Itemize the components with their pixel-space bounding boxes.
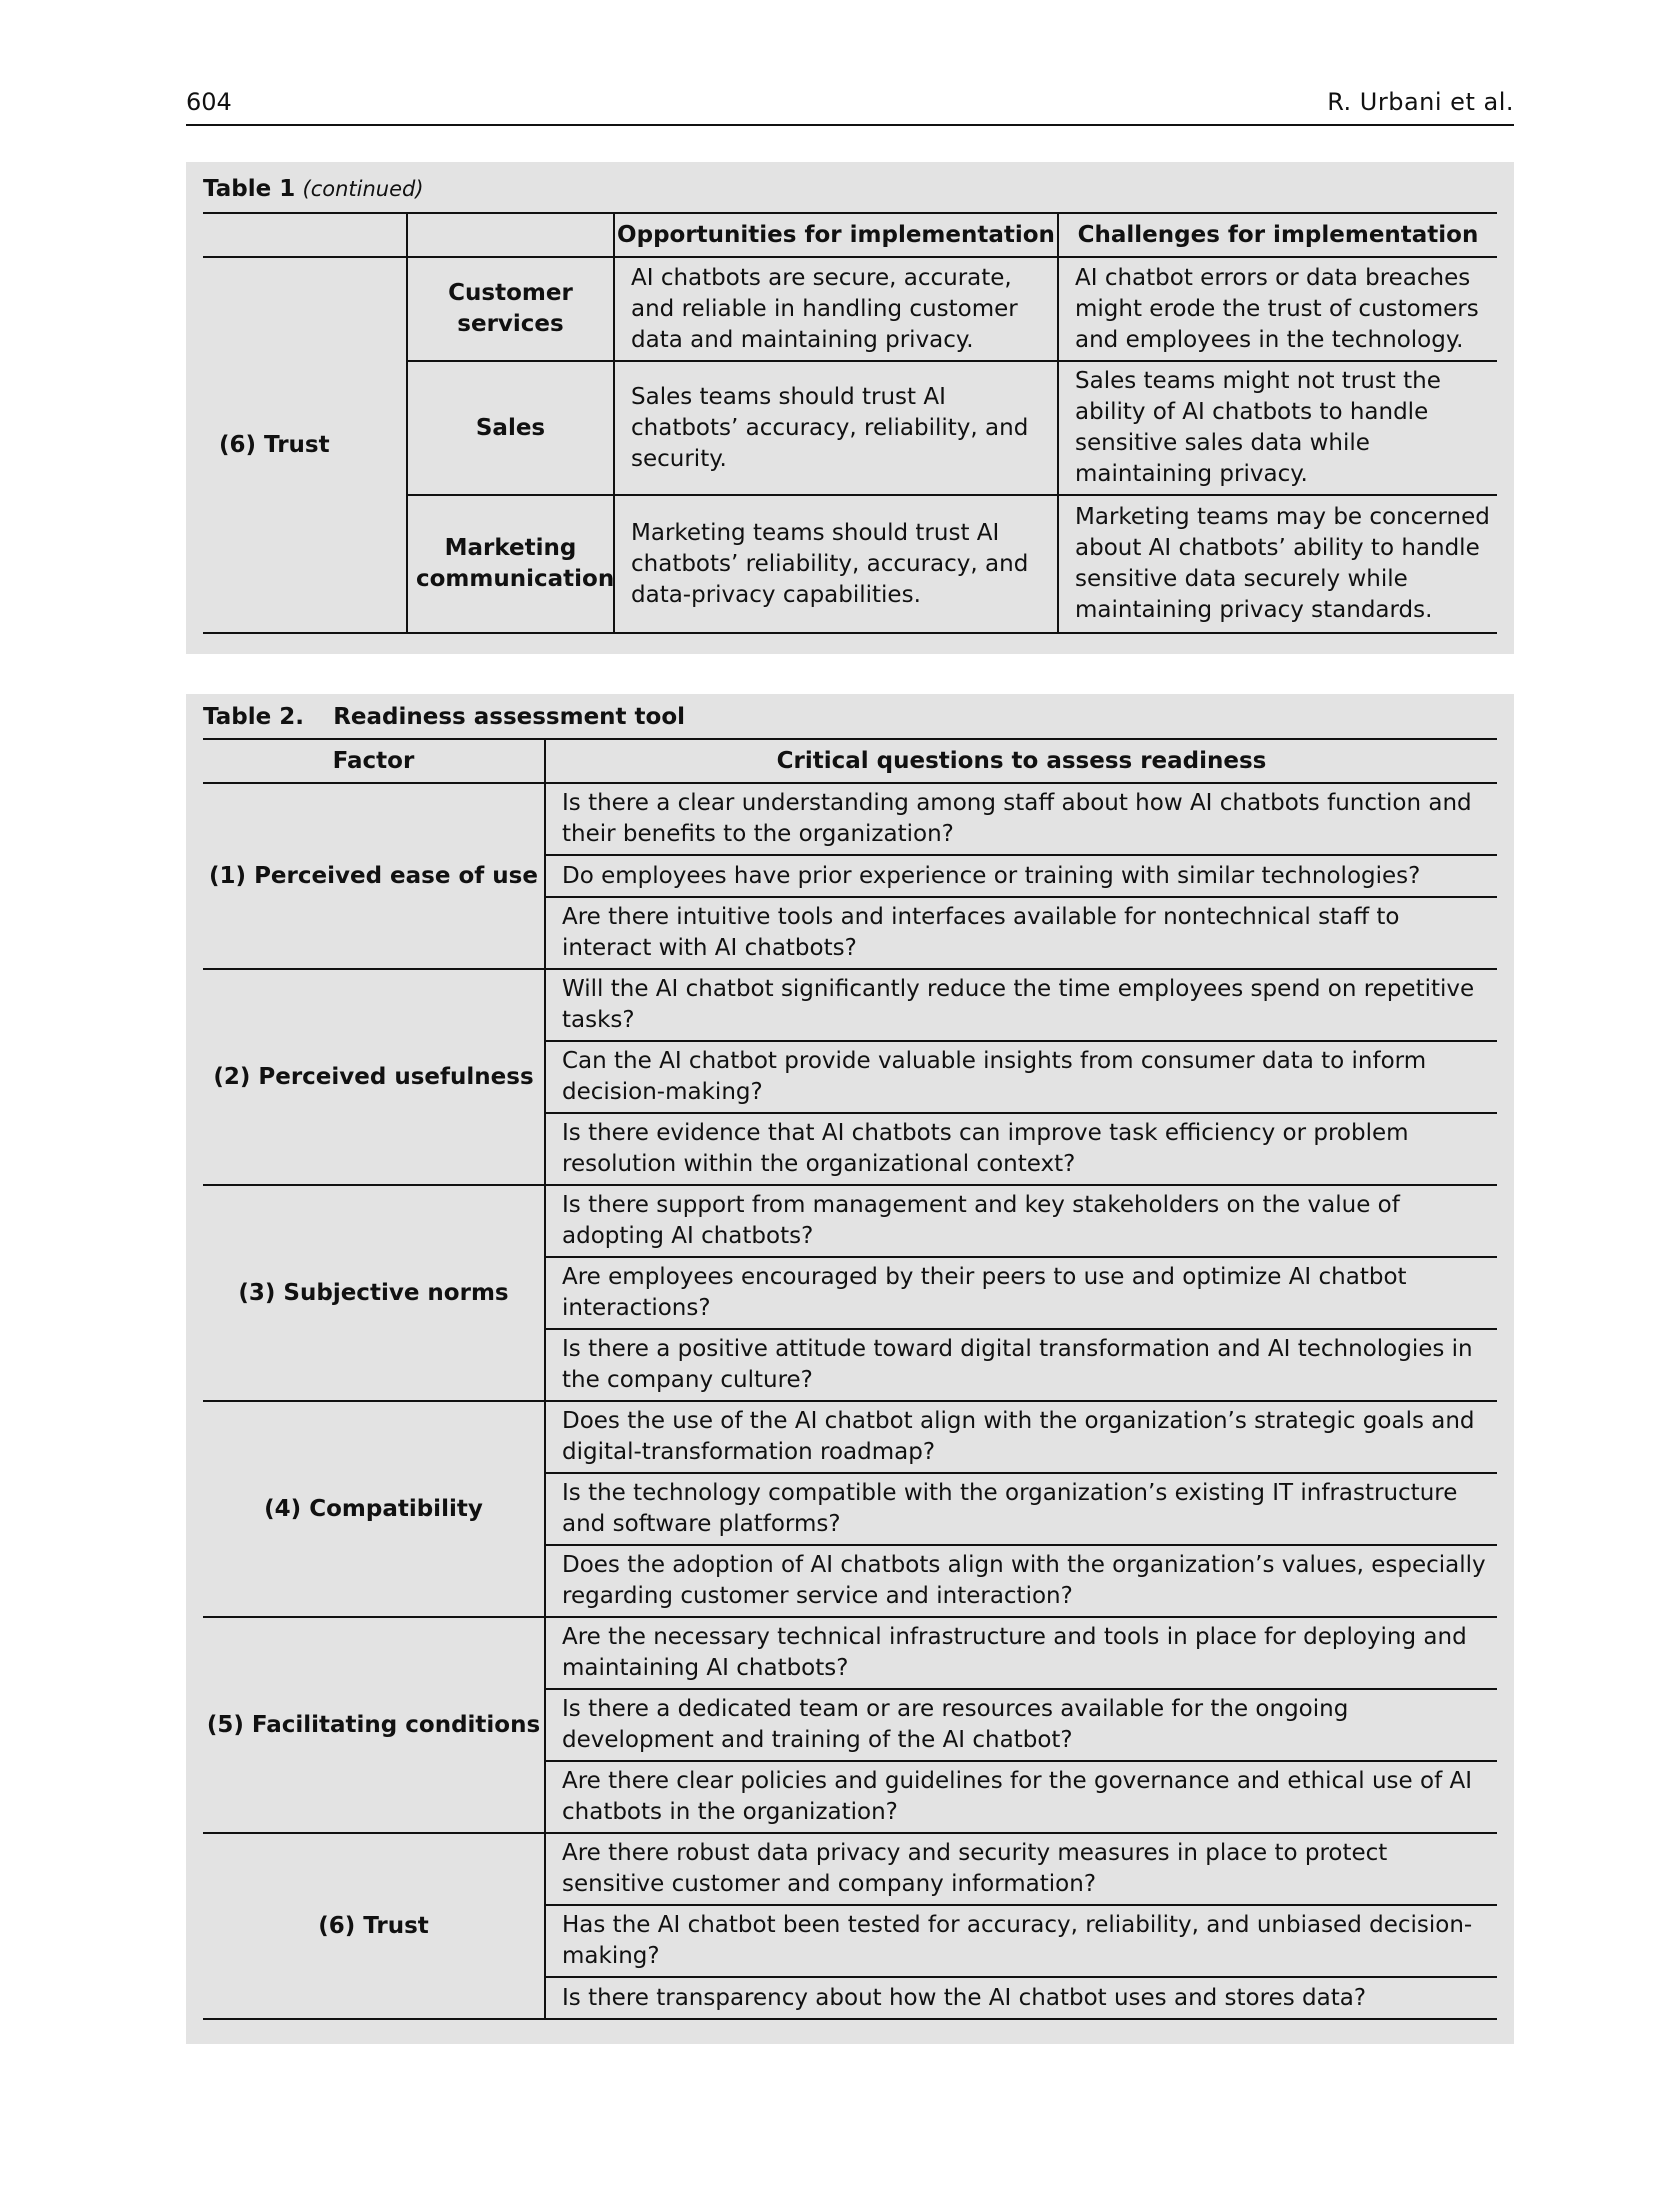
table2-header-questions: Critical questions to assess readiness bbox=[545, 739, 1497, 783]
table1-header-challenges: Challenges for implementation bbox=[1058, 213, 1497, 257]
table1-challenge: Sales teams might not trust the ability of AI chatbots to handle sensitive sales data while maintaining privacy. bbox=[1058, 361, 1497, 495]
table1-continued: (continued) bbox=[302, 177, 424, 201]
table1-header-row bbox=[203, 213, 1497, 257]
table2-question: Is there evidence that AI chatbots can improve task efficiency or problem resolution within the organizational context? bbox=[545, 1113, 1497, 1185]
table2-factor: (1) Perceived ease of use bbox=[203, 783, 545, 969]
table2-question: Are there intuitive tools and interfaces available for nontechnical staff to interact with AI chatbots? bbox=[545, 897, 1497, 969]
table2-question: Are employees encouraged by their peers to use and optimize AI chatbot interactions? bbox=[545, 1257, 1497, 1329]
table2-question: Is there a positive attitude toward digital transformation and AI technologies in the company culture? bbox=[545, 1329, 1497, 1401]
table1-area: Marketing communication bbox=[407, 495, 614, 633]
table2-label: Table 2. bbox=[203, 704, 304, 730]
table-row bbox=[203, 783, 1497, 855]
page-number: 604 bbox=[186, 88, 232, 116]
table1-header-blank bbox=[407, 213, 614, 257]
table1-challenge: AI chatbot errors or data breaches might erode the trust of customers and employees in the technology. bbox=[1058, 257, 1497, 361]
table2-header-row bbox=[203, 739, 1497, 783]
table-row bbox=[203, 1833, 1497, 1905]
table2-question: Is there support from management and key stakeholders on the value of adopting AI chatbots? bbox=[545, 1185, 1497, 1257]
table2-question: Do employees have prior experience or training with similar technologies? bbox=[545, 855, 1497, 897]
table2-question: Does the adoption of AI chatbots align with the organization’s values, especially regarding customer service and interaction? bbox=[545, 1545, 1497, 1617]
table1-opportunity: Sales teams should trust AI chatbots’ accuracy, reliability, and security. bbox=[614, 361, 1058, 495]
table2-factor: (3) Subjective norms bbox=[203, 1185, 545, 1401]
table1-area: Sales bbox=[407, 361, 614, 495]
table2-caption bbox=[203, 704, 685, 730]
table2 bbox=[203, 738, 1497, 2020]
table2-factor: (2) Perceived usefulness bbox=[203, 969, 545, 1185]
table2-question: Will the AI chatbot significantly reduce the time employees spend on repetitive tasks? bbox=[545, 969, 1497, 1041]
table2-question: Is there a dedicated team or are resources available for the ongoing development and training of the AI chatbot? bbox=[545, 1689, 1497, 1761]
table1-caption bbox=[203, 176, 424, 202]
table2-question: Are there clear policies and guidelines for the governance and ethical use of AI chatbots in the organization? bbox=[545, 1761, 1497, 1833]
table2-question: Is the technology compatible with the organization’s existing IT infrastructure and software platforms? bbox=[545, 1473, 1497, 1545]
running-head: R. Urbani et al. bbox=[1327, 88, 1514, 116]
table2-question: Is there a clear understanding among staff about how AI chatbots function and their benefits to the organization? bbox=[545, 783, 1497, 855]
table1-header-opportunities: Opportunities for implementation bbox=[614, 213, 1058, 257]
table1-opportunity: Marketing teams should trust AI chatbots’ reliability, accuracy, and data-privacy capabilities. bbox=[614, 495, 1058, 633]
table2-title: Readiness assessment tool bbox=[333, 704, 686, 730]
table1 bbox=[203, 212, 1497, 634]
table2-panel bbox=[186, 694, 1514, 2044]
page-header bbox=[186, 88, 1514, 126]
table2-question: Is there transparency about how the AI chatbot uses and stores data? bbox=[562, 1984, 1367, 2011]
table1-header-blank bbox=[203, 213, 407, 257]
table2-factor: (6) Trust bbox=[203, 1833, 545, 2019]
table1-area: Customer services bbox=[407, 257, 614, 361]
table-row bbox=[203, 969, 1497, 1041]
table2-question: Can the AI chatbot provide valuable insights from consumer data to inform decision-making? bbox=[545, 1041, 1497, 1113]
table2-question: Are the necessary technical infrastructure and tools in place for deploying and maintaining AI chatbots? bbox=[545, 1617, 1497, 1689]
table2-factor: (5) Facilitating conditions bbox=[203, 1617, 545, 1833]
table2-header-factor: Factor bbox=[203, 739, 545, 783]
table1-opportunity: AI chatbots are secure, accurate, and reliable in handling customer data and maintaining privacy. bbox=[614, 257, 1058, 361]
table1-label: Table 1 bbox=[203, 176, 296, 202]
table2-question: Does the use of the AI chatbot align with the organization’s strategic goals and digital-transformation roadmap? bbox=[545, 1401, 1497, 1473]
table1-challenge: Marketing teams may be concerned about AI chatbots’ ability to handle sensitive data securely while maintaining privacy standards. bbox=[1075, 504, 1490, 623]
table2-factor: (4) Compatibility bbox=[203, 1401, 545, 1617]
table-row bbox=[203, 1401, 1497, 1473]
table1-group-label: (6) Trust bbox=[203, 257, 407, 633]
table-row bbox=[203, 257, 1497, 361]
table1-panel bbox=[186, 162, 1514, 654]
table-row bbox=[203, 1185, 1497, 1257]
table2-question: Has the AI chatbot been tested for accuracy, reliability, and unbiased decision-making? bbox=[545, 1905, 1497, 1977]
table-row bbox=[203, 1617, 1497, 1689]
table2-question: Are there robust data privacy and security measures in place to protect sensitive customer and company information? bbox=[545, 1833, 1497, 1905]
